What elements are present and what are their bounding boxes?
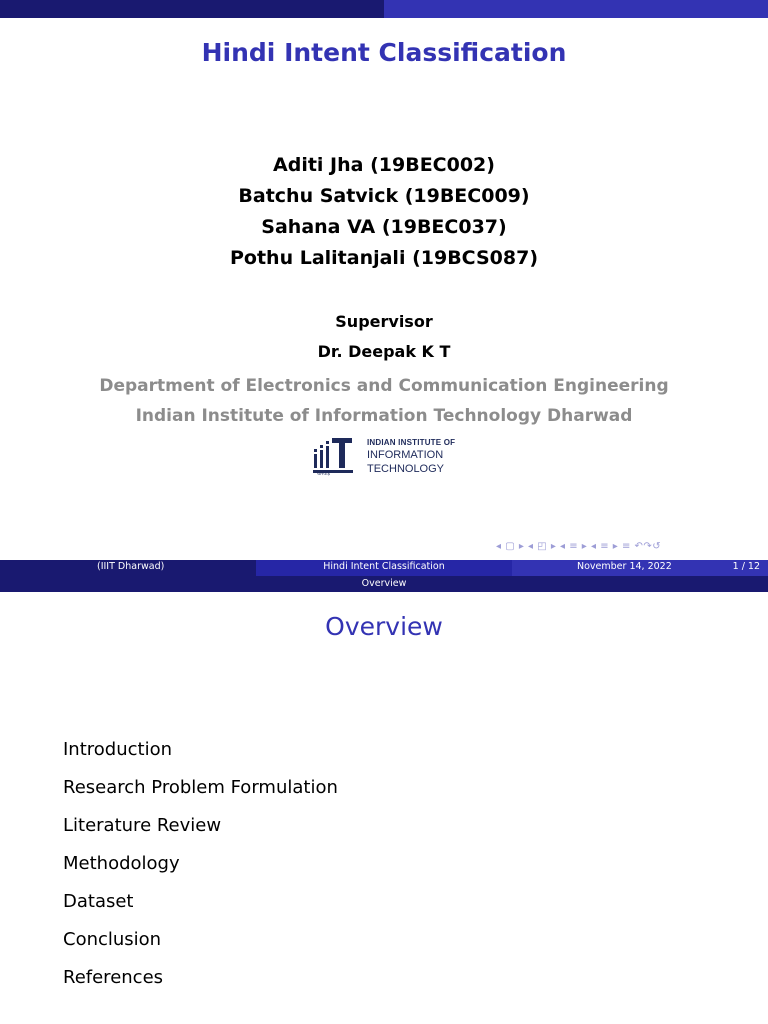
author-list [0, 150, 768, 274]
footer-title: Hindi Intent Classification [256, 560, 512, 576]
top-bar [0, 0, 768, 18]
footer-date: November 14, 2022 [577, 561, 672, 572]
logo-text [367, 437, 467, 476]
department: Department of Electronics and Communication Engineering [99, 376, 669, 396]
logo-line-3: TECHNOLOGY [367, 463, 445, 475]
toc-item[interactable]: Literature Review [63, 815, 222, 836]
footer-author: (IIIT Dharwad) [0, 560, 256, 576]
top-bar-right [384, 0, 768, 18]
beamer-navigation-icons[interactable]: ◂ ▢ ▸ ◂ ◰ ▸ ◂ ≡ ▸ ◂ ≡ ▸ ≡ ↶↷↺ [496, 541, 662, 552]
logo-subtext: धारवाड़ [317, 471, 331, 477]
section-header[interactable]: Overview [361, 578, 407, 589]
slide-footer [0, 560, 768, 576]
institute-logo [312, 436, 462, 478]
author-3: Sahana VA (19BEC037) [261, 216, 507, 238]
footer-right [512, 560, 768, 576]
overview-title: Overview [325, 612, 443, 641]
toc-item[interactable]: Dataset [63, 891, 134, 912]
logo-line-1: INDIAN INSTITUTE OF [367, 438, 456, 447]
author-1: Aditi Jha (19BEC002) [273, 154, 495, 176]
logo-line-2: INFORMATION [367, 449, 444, 461]
overview-slide [0, 576, 768, 1024]
toc-item[interactable]: References [63, 967, 164, 988]
author-4: Pothu Lalitanjali (19BCS087) [229, 247, 539, 269]
toc-item[interactable]: Introduction [63, 739, 173, 760]
table-of-contents [63, 738, 338, 1004]
presentation-title: Hindi Intent Classification [201, 38, 567, 67]
toc-item[interactable]: Methodology [63, 853, 180, 874]
institute: Indian Institute of Information Technology Dharwad [135, 406, 633, 426]
supervisor-name: Dr. Deepak K T [317, 342, 451, 361]
section-header-bar [0, 576, 768, 592]
footer-page-number: 1 / 12 [732, 561, 760, 572]
toc-item[interactable]: Conclusion [63, 929, 162, 950]
supervisor-label: Supervisor [335, 312, 433, 331]
author-2: Batchu Satvick (19BEC009) [238, 185, 530, 207]
top-bar-left [0, 0, 384, 18]
toc-item[interactable]: Research Problem Formulation [63, 777, 338, 798]
